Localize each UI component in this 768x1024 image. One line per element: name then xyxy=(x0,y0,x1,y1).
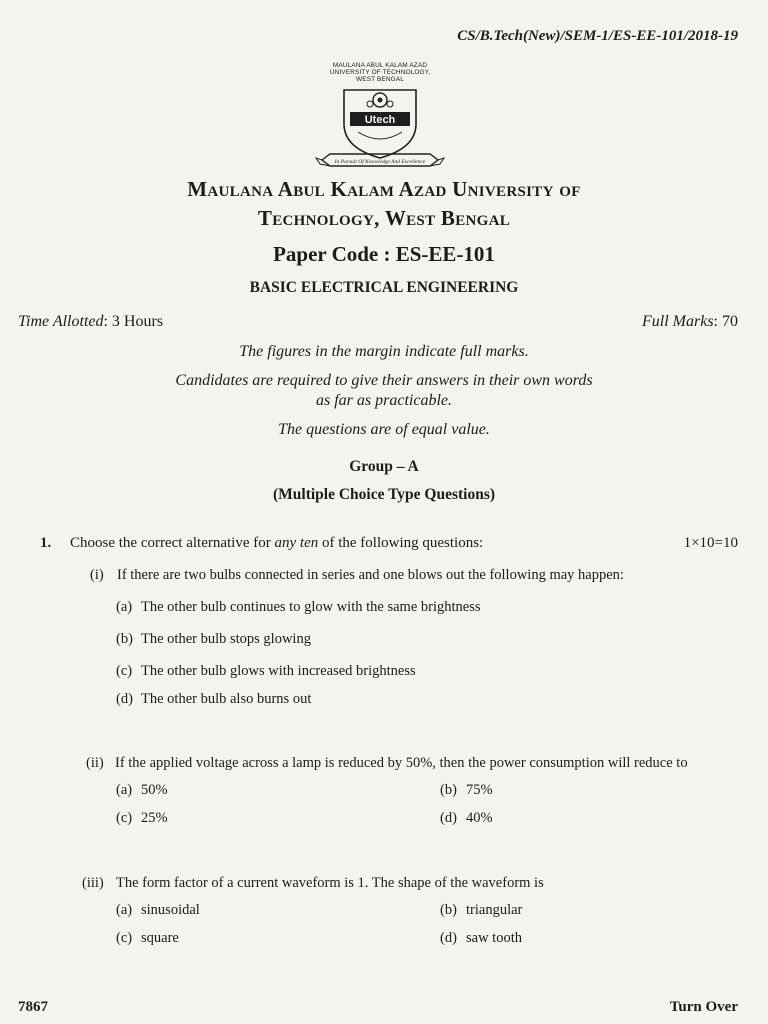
option-text: sinusoidal xyxy=(141,902,200,918)
time-value: : 3 Hours xyxy=(103,313,164,330)
option-label: (b) xyxy=(440,782,457,798)
university-name-line-2: Technology, West Bengal xyxy=(257,206,511,230)
option-label: (a) xyxy=(116,902,133,918)
marks-label: Full Marks xyxy=(642,313,714,330)
instruction-line: Candidates are required to give their answers in their own words xyxy=(175,372,593,389)
question-text xyxy=(70,535,483,552)
question-text-part: of the following questions: xyxy=(318,535,484,551)
option-text: 75% xyxy=(466,782,493,798)
group-title: Group – A xyxy=(349,458,419,475)
option-label: (c) xyxy=(116,930,133,946)
instruction-line: The questions are of equal value. xyxy=(278,421,490,438)
option-text: 25% xyxy=(141,810,168,826)
option-text: The other bulb glows with increased brightness xyxy=(141,663,416,679)
logo-motto: In Pursuit Of Knowledge And Excellence xyxy=(334,159,426,165)
time-allotted xyxy=(18,313,163,331)
subquestion-text: The form factor of a current waveform is 1. The shape of the waveform is xyxy=(116,875,544,891)
option-label: (a) xyxy=(116,599,133,615)
group-subtitle: (Multiple Choice Type Questions) xyxy=(272,486,496,503)
option-label: (c) xyxy=(116,810,133,826)
emblem-text: Utech xyxy=(364,114,396,126)
question-number: 1. xyxy=(40,535,52,551)
option-label: (b) xyxy=(116,631,133,647)
option-label: (a) xyxy=(116,782,133,798)
option-text: triangular xyxy=(466,902,523,918)
option-label: (d) xyxy=(440,810,457,826)
subject-title: BASIC ELECTRICAL ENGINEERING xyxy=(249,279,519,296)
option-text: square xyxy=(141,930,179,946)
option-text: 50% xyxy=(141,782,168,798)
instruction-line: The figures in the margin indicate full marks. xyxy=(239,343,529,360)
paper-code: Paper Code : ES-EE-101 xyxy=(273,242,495,266)
option-text: The other bulb continues to glow with the same brightness xyxy=(141,599,481,615)
page-code: 7867 xyxy=(18,999,48,1015)
option-label: (c) xyxy=(116,663,133,679)
marks-value: : 70 xyxy=(713,313,738,330)
option-text: 40% xyxy=(466,810,493,826)
turn-over: Turn Over xyxy=(669,999,738,1015)
question-marks: 1×10=10 xyxy=(683,535,738,551)
university-name-line-1: Maulana Abul Kalam Azad University of xyxy=(187,177,581,201)
full-marks xyxy=(642,313,738,331)
subquestion-text: If the applied voltage across a lamp is reduced by 50%, then the power consumption will reduce to xyxy=(115,755,688,771)
question-text-part: Choose the correct alternative for xyxy=(70,535,275,551)
subquestion-text: If there are two bulbs connected in series and one blows out the following may happen: xyxy=(117,567,624,583)
university-logo xyxy=(300,62,460,172)
question-text-emphasis: any ten xyxy=(274,535,319,551)
logo-line-1: MAULANA ABUL KALAM AZAD xyxy=(332,62,428,69)
option-label: (d) xyxy=(116,691,133,707)
option-text: The other bulb also burns out xyxy=(141,691,312,707)
subquestion-label: (ii) xyxy=(86,755,104,771)
option-label: (b) xyxy=(440,902,457,918)
university-emblem-icon xyxy=(300,62,460,172)
logo-line-2: UNIVERSITY OF TECHNOLOGY, xyxy=(329,69,431,76)
subquestion-label: (iii) xyxy=(82,875,104,891)
option-label: (d) xyxy=(440,930,457,946)
logo-line-3: WEST BENGAL xyxy=(356,76,404,83)
option-text: saw tooth xyxy=(466,930,522,946)
instruction-line: as far as practicable. xyxy=(316,392,452,409)
time-label: Time Allotted xyxy=(18,313,104,330)
paper-reference-code: CS/B.Tech(New)/SEM-1/ES-EE-101/2018-19 xyxy=(457,28,738,44)
option-text: The other bulb stops glowing xyxy=(141,631,311,647)
subquestion-label: (i) xyxy=(90,567,104,583)
